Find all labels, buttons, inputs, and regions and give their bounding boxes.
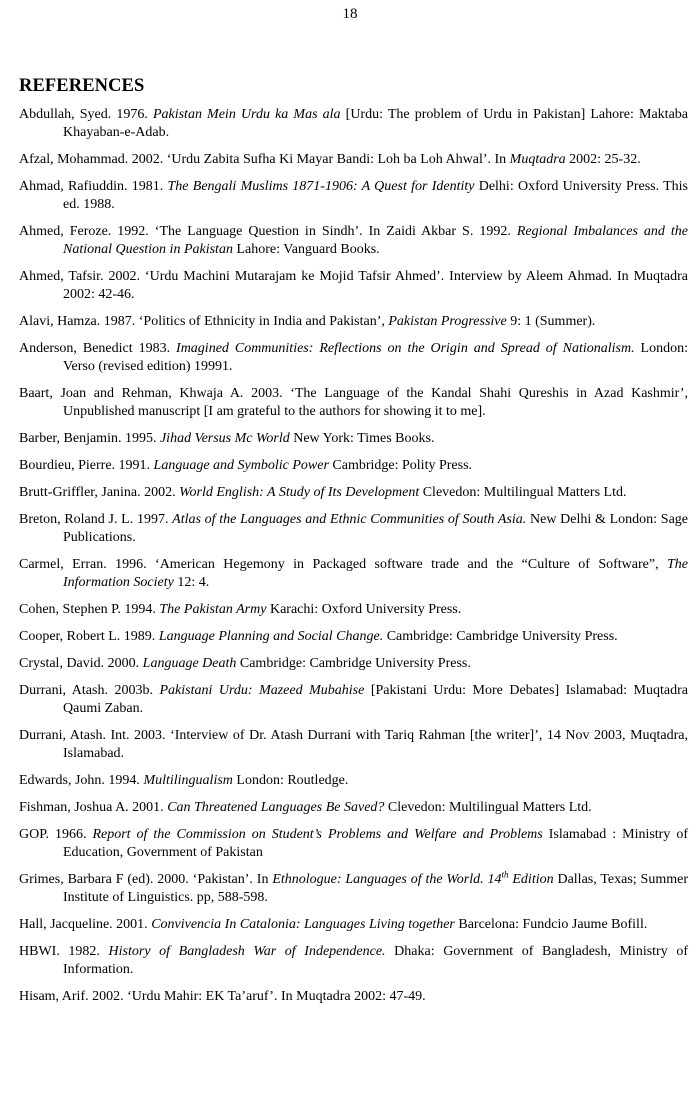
- italic-title: World English: A Study of Its Development: [179, 485, 420, 500]
- reference-entry: [19, 916, 688, 934]
- reference-text: Hall, Jacqueline. 2001.: [19, 917, 152, 932]
- italic-title: Convivencia In Catalonia: Languages Living together: [151, 917, 455, 932]
- reference-text: Alavi, Hamza. 1987. ‘Politics of Ethnicity in India and Pakistan’,: [19, 314, 389, 329]
- reference-entry: [19, 655, 688, 673]
- italic-title: Pakistan Progressive: [388, 314, 507, 329]
- reference-text: Barber, Benjamin. 1995.: [19, 431, 160, 446]
- reference-text: Cambridge: Polity Press.: [328, 458, 473, 473]
- reference-text: Fishman, Joshua A. 2001.: [19, 800, 168, 815]
- reference-entry: [19, 628, 688, 646]
- italic-title: Regional Imbalances and the National Question in Pakistan: [63, 224, 688, 257]
- italic-title: The Information Society: [63, 557, 688, 590]
- italic-title: History of Bangladesh War of Independence.: [108, 944, 386, 959]
- reference-entry: [19, 178, 688, 214]
- reference-text: Abdullah, Syed. 1976.: [19, 107, 153, 122]
- reference-text: Clevedon: Multilingual Matters Ltd.: [419, 485, 627, 500]
- italic-title: Edition: [508, 872, 554, 887]
- reference-text: Durrani, Atash. Int. 2003. ‘Interview of Dr. Atash Durrani with Tariq Rahman [the writer]’, 14 Nov 2003, Muqtadra, Islamabad.: [19, 728, 688, 761]
- references-heading: REFERENCES: [19, 76, 145, 96]
- reference-text: Islamabad : Ministry of Education, Government of Pakistan: [63, 827, 688, 860]
- reference-text: HBWI. 1982.: [19, 944, 109, 959]
- reference-text: Baart, Joan and Rehman, Khwaja A. 2003. ‘The Language of the Kandal Shahi Qureshis in Azad Kashmir’, Unpublished manuscript [I am grateful to the authors for showing it to me].: [19, 386, 688, 419]
- reference-text: Clevedon: Multilingual Matters Ltd.: [384, 800, 592, 815]
- reference-entry: [19, 430, 688, 448]
- reference-text: Cambridge: Cambridge University Press.: [383, 629, 618, 644]
- reference-entry: [19, 457, 688, 475]
- reference-text: Dallas, Texas; Summer Institute of Linguistics. pp, 588-598.: [63, 872, 688, 905]
- reference-entry: [19, 223, 688, 259]
- reference-text: Durrani, Atash. 2003b.: [19, 683, 160, 698]
- italic-title: Can Threatened Languages Be Saved?: [167, 800, 385, 815]
- reference-text: 2002: 25-32.: [565, 152, 641, 167]
- reference-text: Karachi: Oxford University Press.: [266, 602, 462, 617]
- reference-text: Delhi: Oxford University Press. This ed. 1988.: [63, 179, 688, 212]
- reference-text: Crystal, David. 2000.: [19, 656, 143, 671]
- italic-title: Ethnologue: Languages of the World. 14: [272, 872, 502, 887]
- reference-entry: [19, 727, 688, 763]
- reference-text: Cohen, Stephen P. 1994.: [19, 602, 160, 617]
- italic-title: Pakistan Mein Urdu ka Mas ala: [152, 107, 341, 122]
- reference-entry: [19, 799, 688, 817]
- reference-entry: [19, 601, 688, 619]
- reference-text: Bourdieu, Pierre. 1991.: [19, 458, 154, 473]
- italic-title: Muqtadra: [509, 152, 566, 167]
- reference-text: New Delhi & London: Sage Publications.: [63, 512, 688, 545]
- reference-entry: [19, 682, 688, 718]
- reference-entry: [19, 511, 688, 547]
- reference-text: Cambridge: Cambridge University Press.: [236, 656, 471, 671]
- reference-text: 9: 1 (Summer).: [506, 314, 596, 329]
- reference-entry: [19, 556, 688, 592]
- italic-title: The Bengali Muslims 1871-1906: A Quest for Identity: [167, 179, 475, 194]
- reference-text: New York: Times Books.: [289, 431, 435, 446]
- superscript-text: th: [501, 869, 509, 880]
- reference-text: Barcelona: Fundcio Jaume Bofill.: [454, 917, 648, 932]
- reference-entry: [19, 871, 688, 907]
- italic-title: Language Death: [142, 656, 237, 671]
- reference-text: Anderson, Benedict 1983.: [19, 341, 177, 356]
- italic-title: Language and Symbolic Power: [153, 458, 329, 473]
- reference-text: [Pakistani Urdu: More Debates] Islamabad: Muqtadra Qaumi Zaban.: [63, 683, 688, 716]
- italic-title: Report of the Commission on Student’s Problems and Welfare and Problems: [92, 827, 543, 842]
- reference-entry: [19, 313, 688, 331]
- reference-text: Hisam, Arif. 2002. ‘Urdu Mahir: EK Ta’aruf’. In Muqtadra 2002: 47-49.: [19, 989, 426, 1004]
- italic-title: Pakistani Urdu: Mazeed Mubahise: [159, 683, 365, 698]
- italic-title: Language Planning and Social Change.: [158, 629, 384, 644]
- reference-text: 12: 4.: [173, 575, 210, 590]
- italic-title: Jihad Versus Mc World: [159, 431, 290, 446]
- italic-title: Multilingualism: [143, 773, 233, 788]
- reference-entry: [19, 988, 688, 1006]
- reference-text: Breton, Roland J. L. 1997.: [19, 512, 173, 527]
- italic-title: Imagined Communities: Reflections on the Origin and Spread of Nationalism.: [176, 341, 635, 356]
- reference-text: Edwards, John. 1994.: [19, 773, 144, 788]
- reference-entry: [19, 268, 688, 304]
- reference-text: Dhaka: Government of Bangladesh, Ministry of Information.: [63, 944, 688, 977]
- reference-entry: [19, 826, 688, 862]
- reference-text: Ahmad, Rafiuddin. 1981.: [19, 179, 168, 194]
- reference-text: Ahmed, Tafsir. 2002. ‘Urdu Machini Mutarajam ke Mojid Tafsir Ahmed’. Interview by Aleem Ahmad. In Muqtadra 2002: 42-46.: [19, 269, 688, 302]
- reference-entry: [19, 943, 688, 979]
- reference-text: London: Verso (revised edition) 19991.: [63, 341, 688, 374]
- reference-text: Carmel, Erran. 1996. ‘American Hegemony in Packaged software trade and the “Culture of Software”,: [19, 557, 667, 572]
- reference-list: [19, 106, 688, 1015]
- reference-text: Cooper, Robert L. 1989.: [19, 629, 159, 644]
- reference-entry: [19, 106, 688, 142]
- reference-text: [Urdu: The problem of Urdu in Pakistan] Lahore: Maktaba Khayaban-e-Adab.: [63, 107, 689, 140]
- reference-text: Afzal, Mohammad. 2002. ‘Urdu Zabita Sufha Ki Mayar Bandi: Loh ba Loh Ahwal’. In: [19, 152, 510, 167]
- reference-entry: [19, 772, 688, 790]
- reference-text: GOP. 1966.: [19, 827, 93, 842]
- reference-text: Brutt-Griffler, Janina. 2002.: [19, 485, 180, 500]
- reference-text: London: Routledge.: [232, 773, 349, 788]
- reference-text: Grimes, Barbara F (ed). 2000. ‘Pakistan’. In: [19, 872, 273, 887]
- italic-title: Atlas of the Languages and Ethnic Communities of South Asia.: [172, 512, 527, 527]
- reference-text: Ahmed, Feroze. 1992. ‘The Language Question in Sindh’. In Zaidi Akbar S. 1992.: [19, 224, 517, 239]
- reference-text: Lahore: Vanguard Books.: [232, 242, 380, 257]
- page-number: 18: [342, 6, 358, 22]
- reference-entry: [19, 385, 688, 421]
- italic-title: The Pakistan Army: [159, 602, 267, 617]
- reference-entry: [19, 151, 688, 169]
- reference-entry: [19, 340, 688, 376]
- reference-entry: [19, 484, 688, 502]
